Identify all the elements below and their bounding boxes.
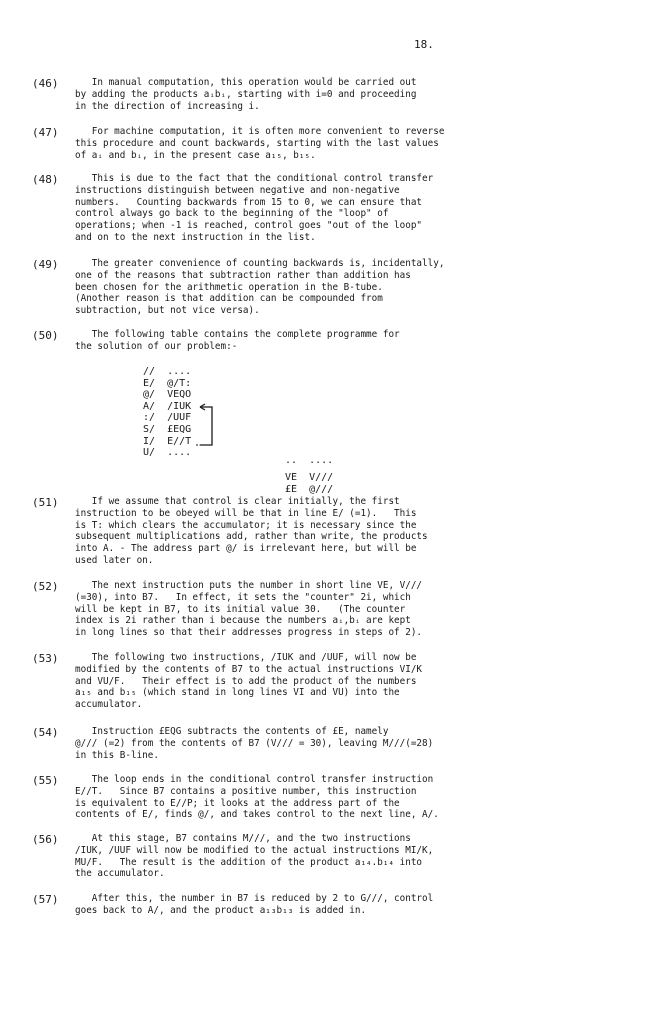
table-row	[285, 484, 333, 496]
text-line: The following two instructions, /IUK and /UUF, will now be	[75, 652, 417, 663]
line-address: @/	[143, 389, 156, 401]
text-line: been chosen for the arithmetic operation in the B-tube.	[75, 281, 383, 293]
text-line: a₁₅ and b₁₅ (which stand in long lines VI and VU) into the	[75, 687, 400, 699]
paragraph-text	[75, 126, 635, 161]
table-row	[143, 401, 191, 413]
paragraph-text	[75, 726, 635, 761]
text-line: operations; when -1 is reached, control goes "out of the loop"	[75, 220, 423, 232]
paragraph-number: (54)	[32, 726, 59, 739]
text-line: by adding the products aᵢbᵢ, starting with i=0 and proceeding	[75, 88, 417, 100]
paragraph-text	[75, 329, 635, 353]
paragraph-text	[75, 496, 635, 567]
paragraph-number: (49)	[32, 258, 59, 271]
table-row	[143, 389, 191, 401]
table-row	[143, 366, 191, 378]
text-line: The following table contains the complete programme for	[75, 329, 400, 340]
text-line: this procedure and count backwards, starting with the last values	[75, 137, 439, 149]
line-address: :/	[143, 412, 156, 424]
text-line: After this, the number in B7 is reduced by 2 to G///, control	[75, 893, 434, 904]
text-line: one of the reasons that subtraction rather than addition has	[75, 269, 411, 281]
text-line: into A. - The address part @/ is irrelevant here, but will be	[75, 543, 417, 555]
text-line: instructions distinguish between negative and non-negative	[75, 184, 400, 196]
instruction: ....	[167, 366, 192, 377]
text-line: /IUK, /UUF will now be modified to the actual instructions MI/K,	[75, 844, 434, 856]
text-line: Instruction £EQG subtracts the contents of £E, namely	[75, 726, 389, 737]
constant-value: V///	[309, 472, 334, 483]
text-line: in long lines so that their addresses progress in steps of 2).	[75, 627, 423, 639]
text-line: modified by the contents of B7 to the actual instructions VI/K	[75, 663, 423, 675]
instruction: E//T	[167, 435, 192, 447]
text-line: subsequent multiplications add, rather than write, the products	[75, 531, 428, 543]
paragraph-text	[75, 833, 635, 880]
loop-arrow-icon	[194, 400, 234, 460]
text-line: For machine computation, it is often more convenient to reverse	[75, 126, 445, 137]
text-line: and VU/F. Their effect is to add the product of the numbers	[75, 675, 417, 687]
paragraph-number: (56)	[32, 833, 59, 846]
text-line: subtraction, but not vice versa).	[75, 305, 260, 317]
text-line: If we assume that control is clear initially, the first	[75, 496, 400, 507]
text-line: The loop ends in the conditional control transfer instruction	[75, 774, 434, 785]
text-line: the solution of our problem:-	[75, 340, 238, 352]
text-line: index is 2i rather than i because the numbers aᵢ,bᵢ are kept	[75, 615, 411, 627]
instruction: £EQG	[167, 423, 192, 435]
line-address: I/	[143, 435, 156, 447]
paragraph-number: (57)	[32, 893, 59, 906]
text-line: numbers. Counting backwards from 15 to 0, we can ensure that	[75, 196, 423, 208]
line-address: //	[143, 366, 156, 377]
instruction: /UUF	[167, 412, 192, 424]
line-address: A/	[143, 400, 156, 412]
line-address: £E	[285, 484, 298, 495]
table-row	[143, 412, 191, 424]
text-line: In manual computation, this operation would be carried out	[75, 77, 417, 88]
text-line: (=30), into B7. In effect, it sets the "counter" 2i, which	[75, 591, 411, 603]
paragraph-text	[75, 652, 635, 711]
table-row	[143, 436, 191, 448]
instruction: VEQO	[167, 389, 192, 401]
text-line: @/// (=2) from the contents of B7 (V/// = 30), leaving M///(=28)	[75, 737, 434, 749]
text-line: accumulator.	[75, 699, 143, 711]
text-line: will be kept in B7, to its initial value 30. (The counter	[75, 603, 406, 615]
paragraph-number: (52)	[32, 580, 59, 593]
page-number: 18.	[414, 38, 434, 51]
paragraph-text	[75, 77, 635, 112]
line-address: E/	[143, 377, 156, 389]
table-row	[285, 472, 333, 484]
paragraph-number: (55)	[32, 774, 59, 787]
text-line: The next instruction puts the number in short line VE, V///	[75, 580, 423, 591]
table-row	[143, 378, 191, 390]
instruction: /IUK	[167, 400, 192, 412]
paragraph-text	[75, 580, 635, 639]
text-line: (Another reason is that addition can be compounded from	[75, 293, 383, 305]
line-address: S/	[143, 423, 156, 435]
text-line: used later on.	[75, 554, 154, 566]
text-line: E//T. Since B7 contains a positive number, this instruction	[75, 785, 417, 797]
text-line: The greater convenience of counting backwards is, incidentally,	[75, 258, 445, 269]
text-line: This is due to the fact that the conditional control transfer	[75, 173, 434, 184]
table-row	[143, 447, 191, 459]
instruction: @/T:	[167, 377, 192, 389]
text-line: and on to the next instruction in the list.	[75, 231, 316, 243]
line-address: VE	[285, 472, 298, 483]
text-line: goes back to A/, and the product a₁₃b₁₃ is added in.	[75, 904, 367, 916]
text-line: the accumulator.	[75, 868, 165, 880]
instruction: ....	[167, 447, 192, 459]
paragraph-number: (50)	[32, 329, 59, 342]
table-row	[285, 455, 333, 467]
constants-table	[285, 455, 333, 496]
constant-value: ....	[309, 455, 334, 466]
paragraph-number: (51)	[32, 496, 59, 509]
paragraph-number: (47)	[32, 126, 59, 139]
text-line: is T: which clears the accumulator; it is necessary since the	[75, 519, 417, 531]
constant-value: @///	[309, 484, 334, 495]
text-line: contents of E/, finds @/, and takes control to the next line, A/.	[75, 809, 439, 821]
text-line: instruction to be obeyed will be that in line E/ (=1). This	[75, 507, 417, 519]
programme-table	[143, 366, 191, 459]
text-line: in this B-line.	[75, 749, 159, 761]
text-line: MU/F. The result is the addition of the product a₁₄.b₁₄ into	[75, 856, 423, 868]
text-line: control always go back to the beginning of the "loop" of	[75, 208, 389, 220]
text-line: is equivalent to E//P; it looks at the address part of the	[75, 797, 400, 809]
paragraph-text	[75, 774, 635, 821]
paragraph-number: (53)	[32, 652, 59, 665]
line-address: ..	[285, 455, 298, 466]
text-line: in the direction of increasing i.	[75, 100, 260, 112]
paragraph-number: (48)	[32, 173, 59, 186]
text-line: of aᵢ and bᵢ, in the present case a₁₅, b₁₅.	[75, 149, 316, 161]
paragraph-text	[75, 893, 635, 917]
paragraph-text	[75, 173, 635, 244]
text-line: At this stage, B7 contains M///, and the two instructions	[75, 833, 411, 844]
line-address: U/	[143, 447, 156, 459]
paragraph-number: (46)	[32, 77, 59, 90]
table-row	[143, 424, 191, 436]
paragraph-text	[75, 258, 635, 317]
